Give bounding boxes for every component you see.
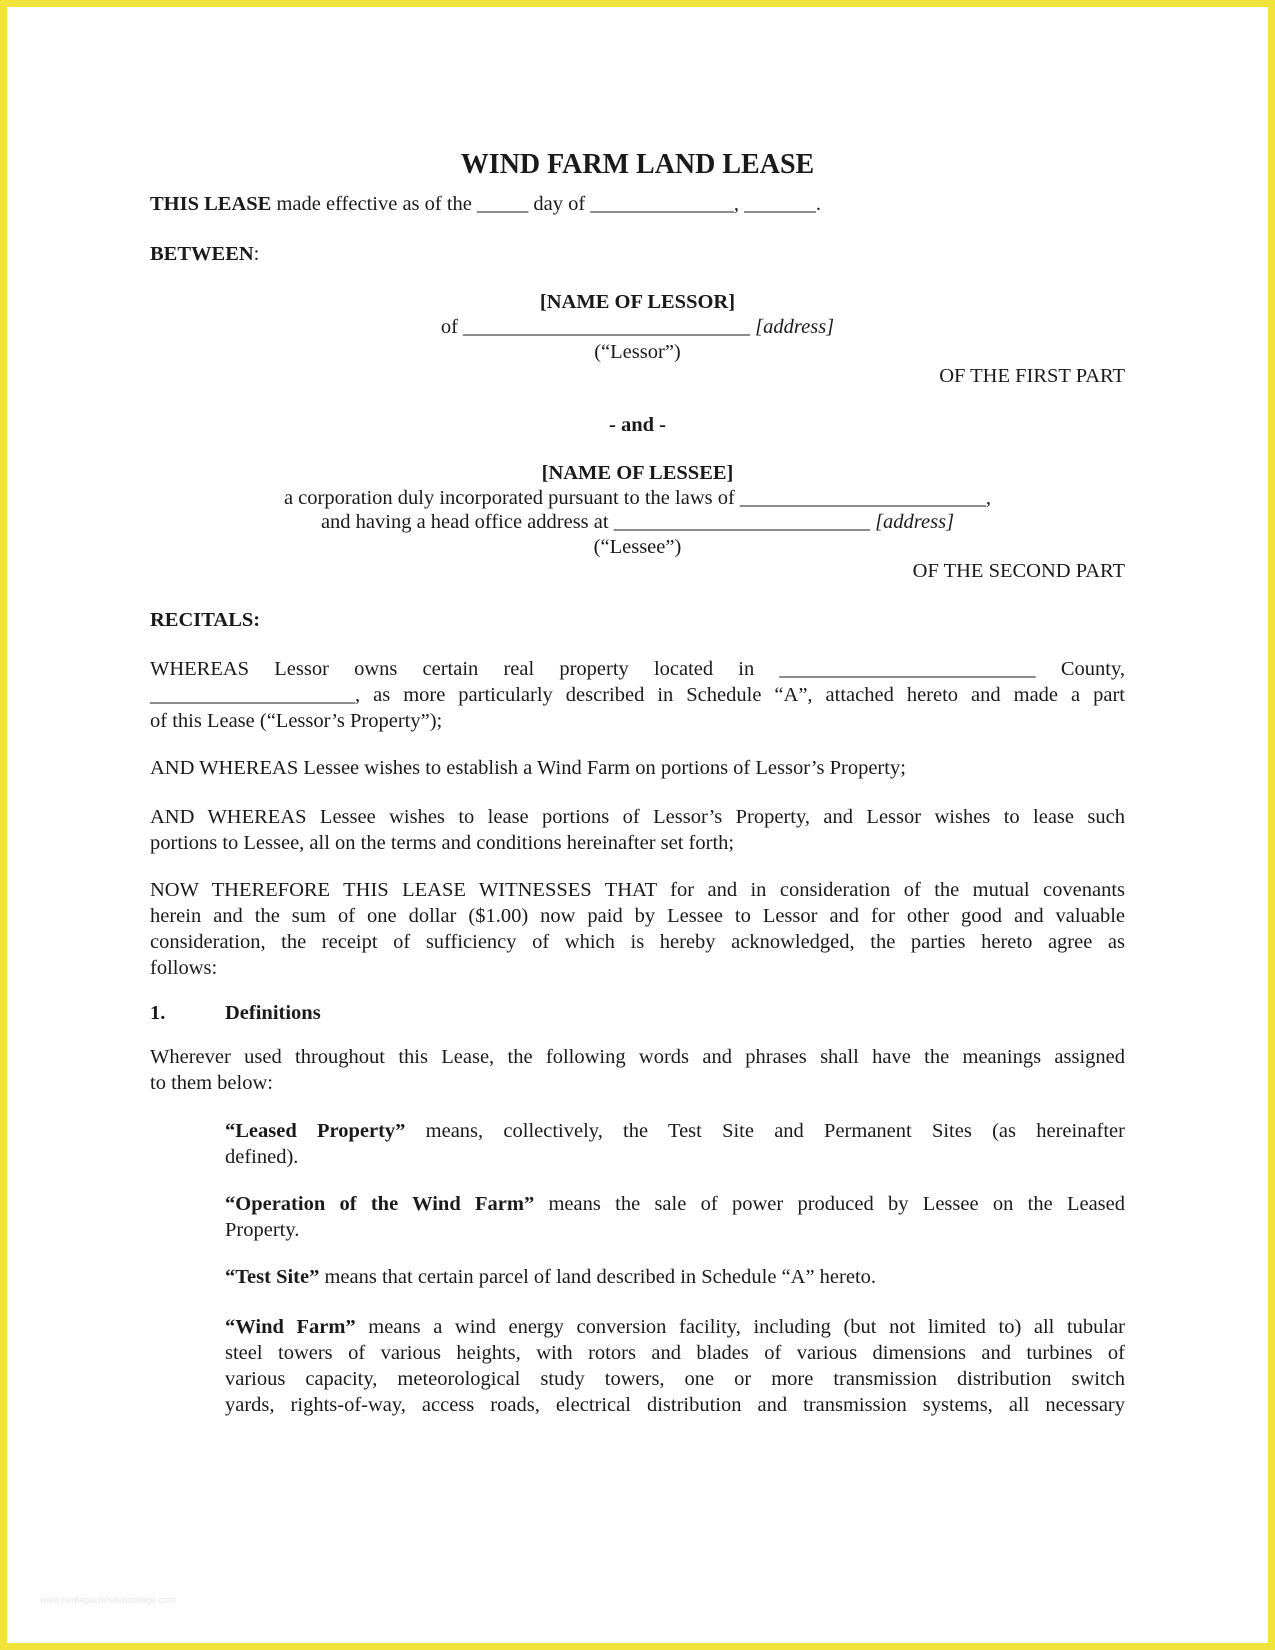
recital-3: AND WHEREAS Lessee wishes to lease portions of Lessor’s Property, and Lessor wishes to lease such portions to Lessee, all on the terms and conditions hereinafter set forth; [150,806,1125,854]
lessee-label: (“Lessee”) [593,536,682,558]
lessor-address-placeholder: [address] [755,316,835,338]
lessee-office-line [150,509,1125,535]
definition-term: “Test Site” [225,1266,320,1288]
definition-test-site: “Test Site” means that certain parcel of land described in Schedule “A” hereto. [225,1266,877,1288]
recitals-heading: RECITALS: [150,609,261,631]
definition-term: “Leased Property” [225,1120,406,1142]
effective-lead: THIS LEASE [150,193,272,215]
definition-wind-farm: “Wind Farm” means a wind energy conversion facility, including (but not limited to) all tubular steel towers of various heights, with rotors and blades of various dimensions and turbines of various capacity, meteorological study towers, one or more transmission distribution switch yards, rights-of-way, access roads, electrical distribution and transmission systems, all necessary [225,1316,1126,1416]
recital-1: WHEREAS Lessor owns certain real property located in _________________________ County, ____________________, as more particularly described in Schedule “A”, attached hereto and made a part of this Lease (“Lessor’s Property”); [150,658,1125,732]
lessee-corporation-line: a corporation duly incorporated pursuant to the laws of ________________________, [283,487,992,509]
document-title: WIND FARM LAND LEASE [460,149,815,180]
lessor-part: OF THE FIRST PART [939,365,1125,387]
lessor-address-line [150,314,1125,340]
effective-date-line [150,191,1125,217]
lessee-office-text: and having a head office address at _________________________ [320,511,876,533]
watermark: www.heritagechristiancollege.com [40,1595,176,1605]
section-number: 1. [150,1002,166,1024]
lessee-name: [NAME OF LESSEE] [541,462,734,484]
definition-operation-of-wind-farm: “Operation of the Wind Farm” means the sale of power produced by Lessee on the Leased Property. [225,1193,1126,1241]
and-separator: - and - [609,414,666,436]
lessor-label: (“Lessor”) [594,341,681,363]
definitions-intro: Wherever used throughout this Lease, the following words and phrases shall have the meanings assigned to them below: [150,1046,1125,1094]
now-therefore-clause: NOW THEREFORE THIS LEASE WITNESSES THAT for and in consideration of the mutual covenants herein and the sum of one dollar ($1.00) now paid by Lessee to Lessor and for other good and valuable consideration, the receipt of sufficiency of which is hereby acknowledged, the parties hereto agree as follows: [150,879,1125,979]
definition-leased-property: “Leased Property” means, collectively, the Test Site and Permanent Sites (as hereinafter defined). [225,1120,1125,1168]
recital-2: AND WHEREAS Lessee wishes to establish a Wind Farm on portions of Lessor’s Property; [150,757,906,779]
lessee-part: OF THE SECOND PART [912,560,1125,582]
effective-text: made effective as of the _____ day of ______________, _______. [271,193,821,215]
between-label: BETWEEN: [150,243,260,265]
definition-term: “Operation of the Wind Farm” [225,1193,535,1215]
lessor-of-text: of ____________________________ [440,316,756,338]
definition-term: “Wind Farm” [225,1316,356,1338]
section-heading: Definitions [225,1002,321,1024]
lessor-name: [NAME OF LESSOR] [539,291,736,313]
lessee-address-placeholder: [address] [875,511,955,533]
